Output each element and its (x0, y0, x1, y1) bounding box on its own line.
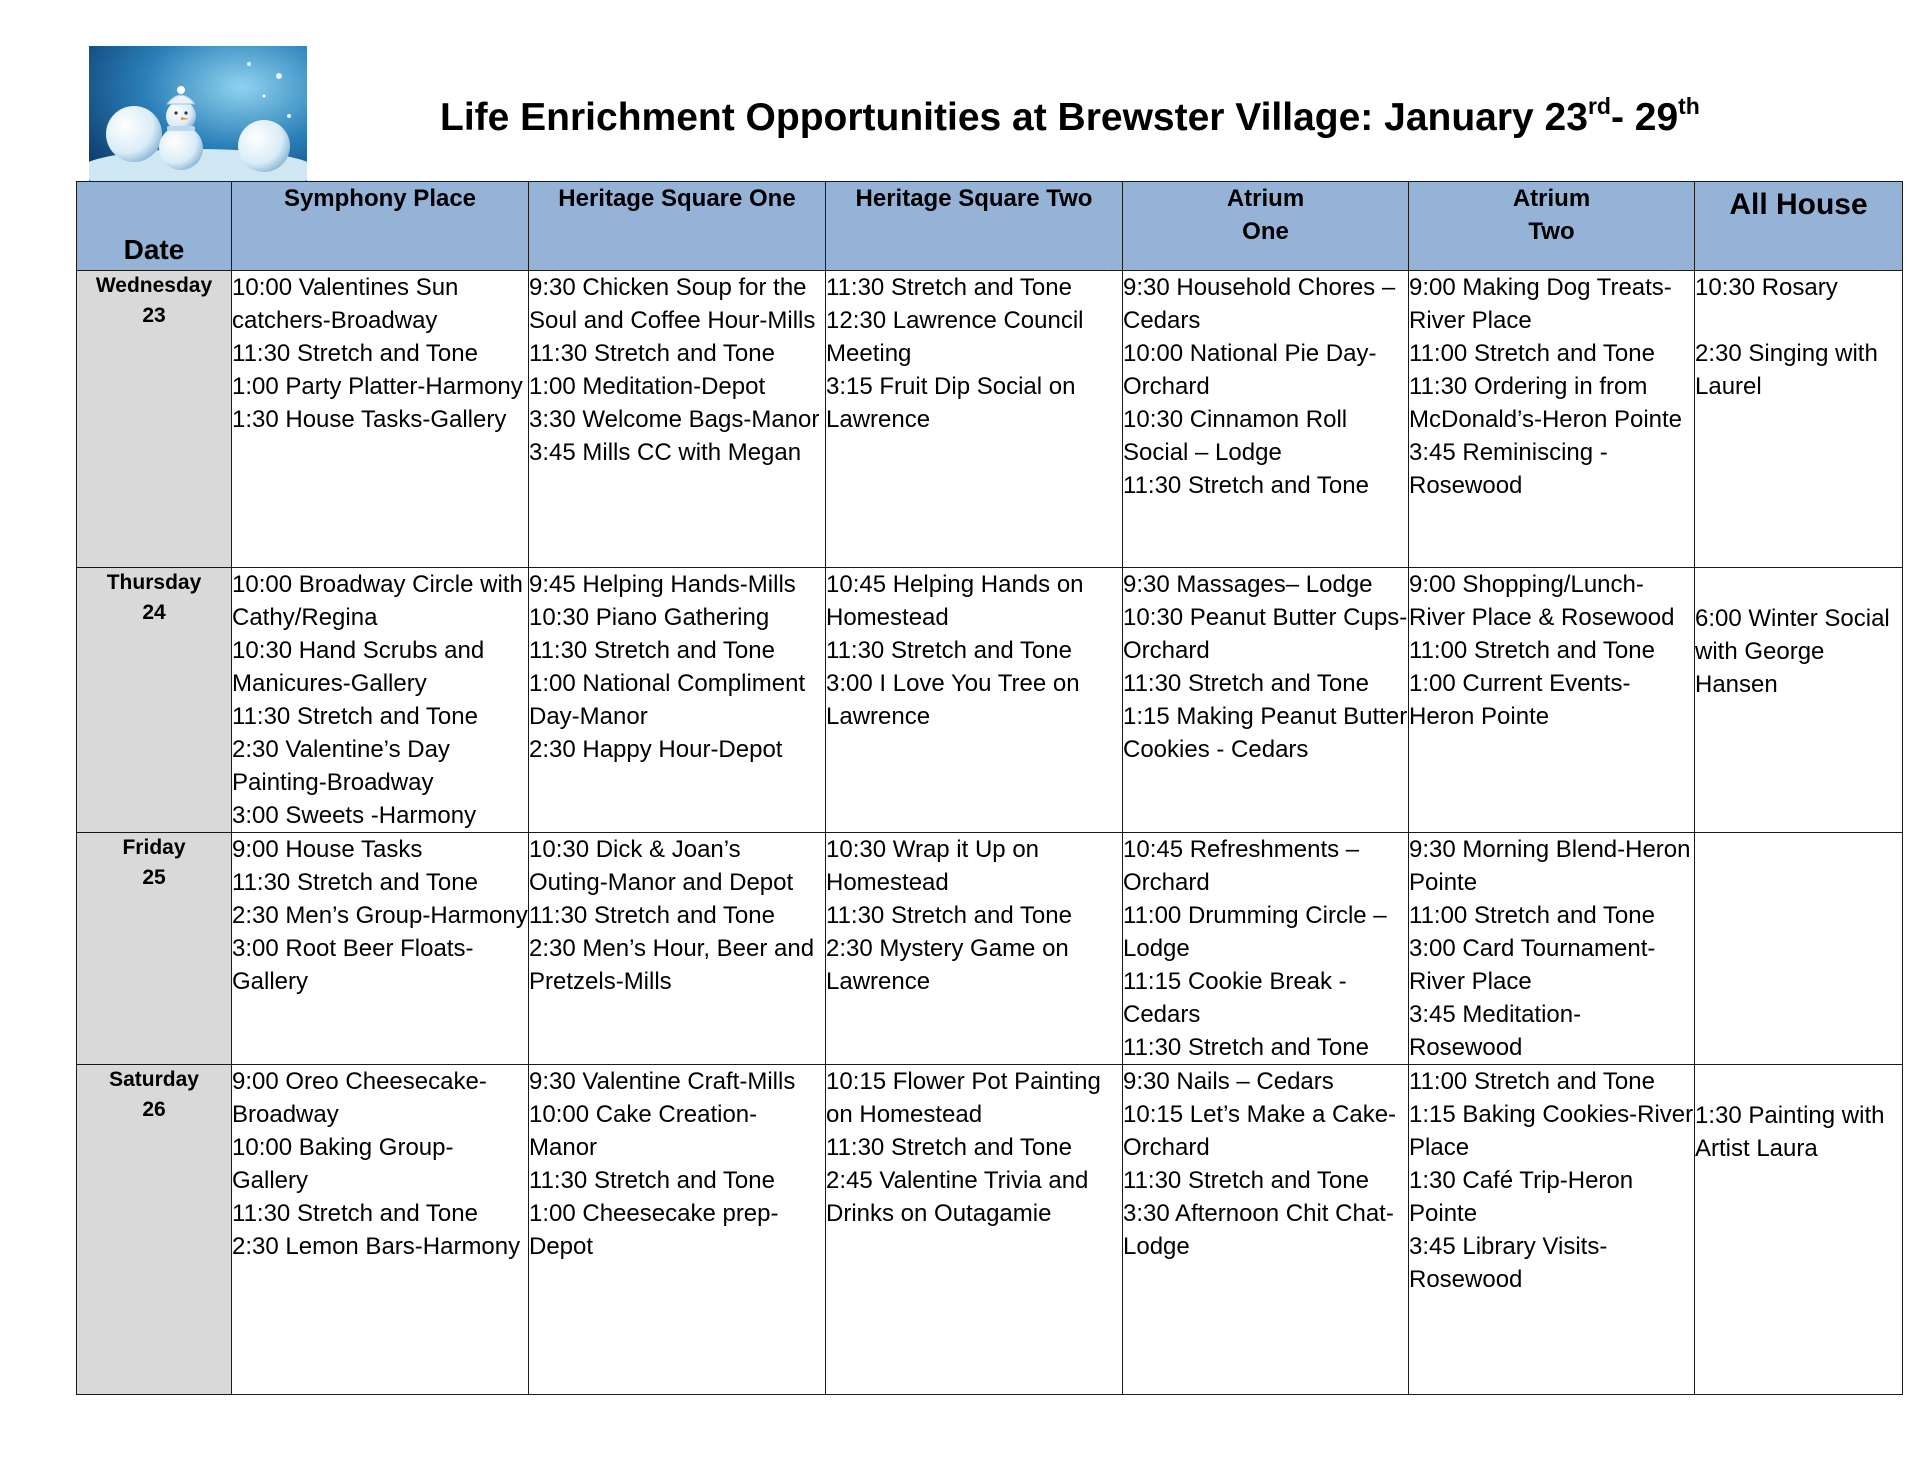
activity-cell: 10:45 Helping Hands on Homestead 11:30 Stretch and Tone 3:00 I Love You Tree on Lawrence (826, 568, 1123, 833)
title-sup-th: th (1678, 93, 1700, 119)
activity-cell: 10:00 Valentines Sun catchers-Broadway 11:30 Stretch and Tone 1:00 Party Platter-Harmony 1:30 House Tasks-Gallery (232, 271, 529, 568)
activity-cell: 9:30 Chicken Soup for the Soul and Coffee Hour-Mills 11:30 Stretch and Tone 1:00 Meditation-Depot 3:30 Welcome Bags-Manor 3:45 Mills CC with Megan (529, 271, 826, 568)
header-symphony-place: Symphony Place (232, 182, 529, 271)
activity-cell (1695, 833, 1903, 1065)
header-atrium-one-line2: One (1242, 218, 1289, 245)
day-name: Saturday (109, 1068, 199, 1091)
activity-cell: 6:00 Winter Social with George Hansen (1695, 568, 1903, 833)
activity-cell: 9:30 Massages– Lodge 10:30 Peanut Butter Cups-Orchard 11:30 Stretch and Tone 1:15 Making Peanut Butter Cookies - Cedars (1123, 568, 1409, 833)
header-all-house: All House (1695, 182, 1903, 271)
activity-cell: 11:00 Stretch and Tone 1:15 Baking Cookies-River Place 1:30 Café Trip-Heron Pointe 3:45 Library Visits-Rosewood (1409, 1065, 1695, 1395)
activity-cell: 10:00 Broadway Circle with Cathy/Regina 10:30 Hand Scrubs and Manicures-Gallery 11:30 Stretch and Tone 2:30 Valentine’s Day Painting-Broadway 3:00 Sweets -Harmony (232, 568, 529, 833)
header-date: Date (77, 182, 232, 271)
header-atrium-one (1123, 182, 1409, 271)
day-number: 26 (142, 1098, 166, 1121)
activity-cell: 9:30 Household Chores – Cedars 10:00 National Pie Day-Orchard 10:30 Cinnamon Roll Social – Lodge 11:30 Stretch and Tone (1123, 271, 1409, 568)
page-title (440, 88, 1740, 148)
table-row (77, 833, 1903, 1065)
schedule-table (76, 181, 1903, 1395)
activity-cell: 9:30 Valentine Craft-Mills 10:00 Cake Creation-Manor 11:30 Stretch and Tone 1:00 Cheesecake prep-Depot (529, 1065, 826, 1395)
day-cell (77, 568, 232, 833)
activity-cell: 1:30 Painting with Artist Laura (1695, 1065, 1903, 1395)
header-atrium-two-line2: Two (1528, 218, 1575, 245)
activity-cell: 9:30 Morning Blend-Heron Pointe 11:00 Stretch and Tone 3:00 Card Tournament-River Place 3:45 Meditation-Rosewood (1409, 833, 1695, 1065)
header-atrium-two-line1: Atrium (1512, 185, 1591, 212)
day-name: Friday (122, 836, 186, 859)
activity-cell: 10:45 Refreshments – Orchard 11:00 Drumming Circle – Lodge 11:15 Cookie Break - Cedars 11:30 Stretch and Tone (1123, 833, 1409, 1065)
activity-cell: 9:45 Helping Hands-Mills 10:30 Piano Gathering 11:30 Stretch and Tone 1:00 National Compliment Day-Manor 2:30 Happy Hour-Depot (529, 568, 826, 833)
table-row (77, 271, 1903, 568)
header-row (77, 182, 1903, 271)
day-name: Wednesday (95, 274, 213, 297)
day-name: Thursday (106, 571, 202, 594)
activity-cell: 10:30 Wrap it Up on Homestead 11:30 Stretch and Tone 2:30 Mystery Game on Lawrence (826, 833, 1123, 1065)
header-atrium-one-line1: Atrium (1226, 185, 1305, 212)
snowman-winter-image (89, 46, 307, 182)
day-number: 24 (142, 601, 166, 624)
header-heritage-square-two: Heritage Square Two (826, 182, 1123, 271)
title-main: Life Enrichment Opportunities at Brewster Village: January 23 (440, 96, 1588, 139)
activity-cell: 10:30 Rosary 2:30 Singing with Laurel (1695, 271, 1903, 568)
activity-cell: 9:00 Making Dog Treats-River Place 11:00 Stretch and Tone 11:30 Ordering in from McDonald’s-Heron Pointe 3:45 Reminiscing - Rosewood (1409, 271, 1695, 568)
activity-cell: 9:00 House Tasks 11:30 Stretch and Tone 2:30 Men’s Group-Harmony 3:00 Root Beer Floats-Gallery (232, 833, 529, 1065)
activity-cell: 9:30 Nails – Cedars 10:15 Let’s Make a Cake-Orchard 11:30 Stretch and Tone 3:30 Afternoon Chit Chat-Lodge (1123, 1065, 1409, 1395)
header-heritage-square-one: Heritage Square One (529, 182, 826, 271)
activity-cell: 10:30 Dick & Joan’s Outing-Manor and Depot 11:30 Stretch and Tone 2:30 Men’s Hour, Beer and Pretzels-Mills (529, 833, 826, 1065)
activity-cell: 10:15 Flower Pot Painting on Homestead 11:30 Stretch and Tone 2:45 Valentine Trivia and Drinks on Outagamie (826, 1065, 1123, 1395)
day-number: 23 (142, 304, 166, 327)
title-mid: - 29 (1610, 96, 1679, 139)
activity-cell: 9:00 Shopping/Lunch-River Place & Rosewood 11:00 Stretch and Tone 1:00 Current Events-Heron Pointe (1409, 568, 1695, 833)
table-row (77, 1065, 1903, 1395)
day-cell (77, 1065, 232, 1395)
activity-cell: 11:30 Stretch and Tone 12:30 Lawrence Council Meeting 3:15 Fruit Dip Social on Lawrence (826, 271, 1123, 568)
day-cell (77, 271, 232, 568)
table-row (77, 568, 1903, 833)
day-cell (77, 833, 232, 1065)
header-atrium-two (1409, 182, 1695, 271)
title-sup-rd: rd (1587, 93, 1611, 119)
activity-cell: 9:00 Oreo Cheesecake-Broadway 10:00 Baking Group-Gallery 11:30 Stretch and Tone 2:30 Lemon Bars-Harmony (232, 1065, 529, 1395)
day-number: 25 (142, 866, 166, 889)
